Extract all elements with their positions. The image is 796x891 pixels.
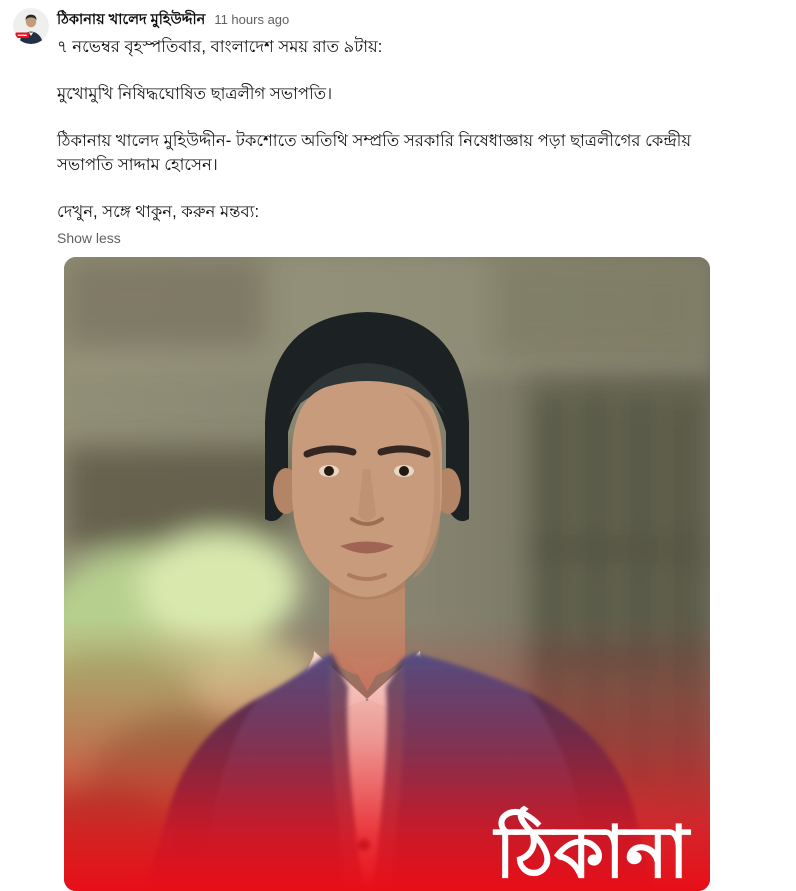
post-paragraph: ৭ নভেম্বর বৃহস্পতিবার, বাংলাদেশ সময় রাত ৯টায়: [57, 38, 383, 56]
channel-name[interactable]: ঠিকানায় খালেদ মুহিউদ্দীন [57, 12, 206, 28]
avatar-image [13, 8, 49, 44]
avatar-badge-text [18, 35, 28, 36]
background-dark-corner [64, 257, 264, 347]
post-header [57, 8, 780, 30]
post-timestamp[interactable]: 11 hours ago [214, 12, 290, 27]
watermark-text: ঠিকানা [494, 813, 689, 891]
avatar-column [13, 8, 57, 891]
post-content [57, 8, 780, 891]
post-image[interactable] [64, 257, 710, 891]
show-less-button[interactable]: Show less [57, 230, 121, 246]
post-paragraph: ঠিকানায় খালেদ মুহিউদ্দীন- টকশোতে অতিথি সম্প্রতি সরকারি নিষেধাজ্ঞায় পড়া ছাত্রলীগের কেন্দ্রীয় সভাপতি সাদ্দাম হোসেন। [57, 132, 692, 174]
post-body [57, 35, 747, 224]
post-paragraph: দেখুন, সঙ্গে থাকুন, করুন মন্তব্য: [57, 203, 260, 221]
post-paragraph: মুখোমুখি নিষিদ্ধঘোষিত ছাত্রলীগ সভাপতি। [57, 85, 333, 103]
portrait-photo [64, 257, 710, 891]
channel-avatar[interactable] [13, 8, 49, 44]
